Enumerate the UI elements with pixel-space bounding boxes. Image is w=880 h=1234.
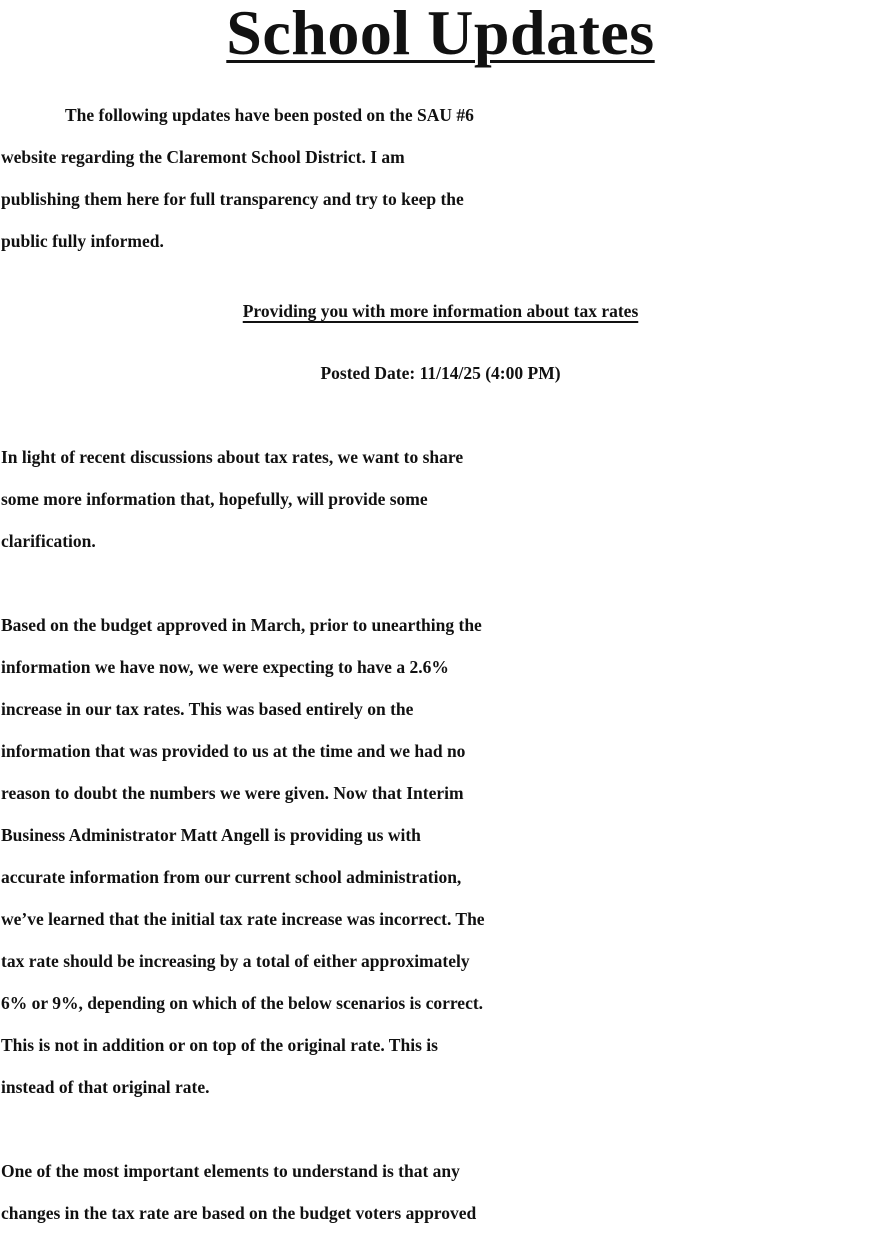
paragraph-line: clarification. [1, 531, 96, 551]
intro-line: publishing them here for full transparency and try to keep the [1, 189, 464, 209]
body-paragraph-2 [1, 604, 880, 1108]
paragraph-line: some more information that, hopefully, will provide some [1, 489, 428, 509]
paragraph-line: 6% or 9%, depending on which of the below scenarios is correct. [1, 993, 484, 1013]
posted-date: Posted Date: 11/14/25 (4:00 PM) [320, 363, 561, 383]
paragraph-line: One of the most important elements to understand is that any [1, 1161, 460, 1181]
paragraph-line: Business Administrator Matt Angell is providing us with [1, 825, 421, 845]
paragraph-line: increase in our tax rates. This was based entirely on the [1, 699, 414, 719]
intro-line: public fully informed. [1, 231, 164, 251]
intro-line: The following updates have been posted on the SAU #6 [65, 105, 474, 125]
post-headline: Providing you with more information about tax rates [242, 301, 639, 321]
body-paragraph-3 [1, 1150, 880, 1234]
intro-paragraph [1, 94, 880, 262]
paragraph-line: information that was provided to us at the time and we had no [1, 741, 466, 761]
intro-line: website regarding the Claremont School District. I am [1, 147, 405, 167]
paragraph-line: tax rate should be increasing by a total of either approximately [1, 951, 470, 971]
paragraph-line: changes in the tax rate are based on the budget voters approved [1, 1203, 477, 1223]
page-title: School Updates [226, 0, 655, 68]
paragraph-line: Based on the budget approved in March, prior to unearthing the [1, 615, 482, 635]
paragraph-line: we’ve learned that the initial tax rate increase was incorrect. The [1, 909, 485, 929]
paragraph-line: This is not in addition or on top of the original rate. This is [1, 1035, 438, 1055]
paragraph-line: instead of that original rate. [1, 1077, 210, 1097]
body-paragraph-1 [1, 436, 880, 562]
paragraph-line: accurate information from our current school administration, [1, 867, 462, 887]
paragraph-line: reason to doubt the numbers we were given. Now that Interim [1, 783, 464, 803]
paragraph-line: In light of recent discussions about tax rates, we want to share [1, 447, 464, 467]
paragraph-line: information we have now, we were expecting to have a 2.6% [1, 657, 449, 677]
